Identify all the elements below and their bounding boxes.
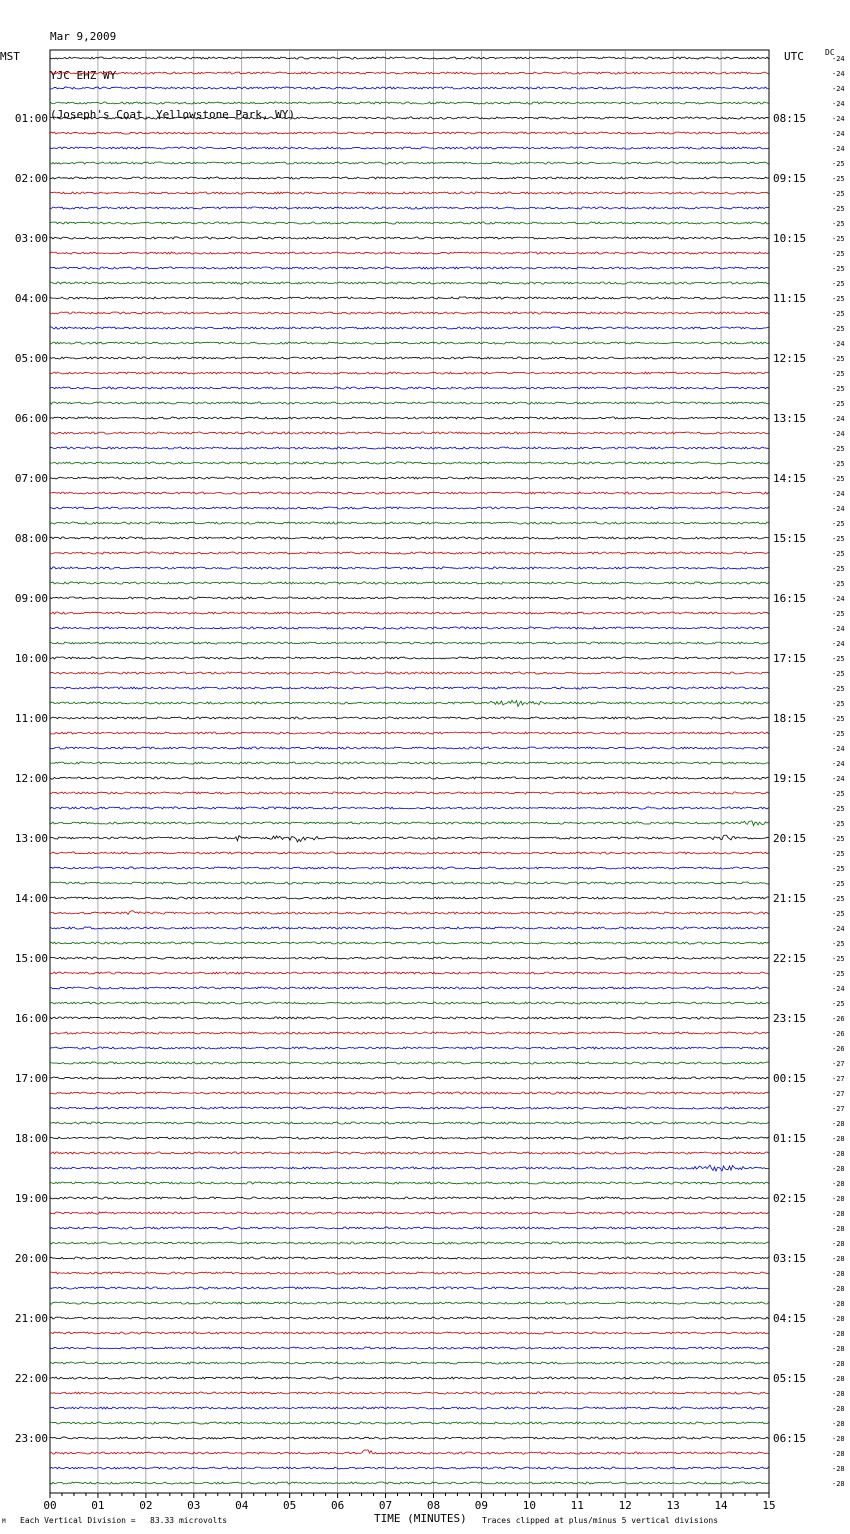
utc-hour-label: 00:15 (773, 1072, 807, 1085)
seismic-trace (50, 1062, 769, 1064)
seismic-trace (50, 612, 769, 614)
seismic-trace (50, 897, 769, 899)
seismic-trace (50, 747, 769, 749)
dc-offset-label: -28 (832, 1285, 845, 1293)
seismic-trace (50, 267, 769, 269)
seismic-trace (50, 1467, 769, 1469)
dc-offset-label: -28 (832, 1240, 845, 1248)
seismic-trace (50, 792, 769, 794)
dc-offset-label: -25 (832, 835, 845, 843)
seismic-trace (50, 582, 769, 584)
dc-offset-label: -25 (832, 790, 845, 798)
seismic-trace (50, 1287, 769, 1289)
x-tick-label: 05 (283, 1499, 297, 1512)
seismic-trace (50, 297, 769, 299)
mst-hour-label: 23:00 (14, 1432, 48, 1445)
seismic-trace (50, 462, 769, 464)
dc-offset-label: -25 (832, 280, 845, 288)
dc-offset-label: -25 (832, 610, 845, 618)
seismic-trace (50, 1032, 769, 1034)
seismic-trace (50, 957, 769, 959)
dc-offset-label: -25 (832, 190, 845, 198)
dc-offset-label: -24 (832, 640, 845, 648)
dc-offset-label: -28 (832, 1375, 845, 1383)
seismic-trace (50, 1152, 769, 1154)
dc-offset-label: -25 (832, 580, 845, 588)
mst-hour-label: 16:00 (14, 1012, 48, 1025)
dc-offset-label: -25 (832, 520, 845, 528)
dc-offset-label: -25 (832, 730, 845, 738)
mst-hour-label: 22:00 (14, 1372, 48, 1385)
dc-offset-label: -25 (832, 535, 845, 543)
dc-offset-label: -26 (832, 1030, 845, 1038)
dc-offset-label: -25 (832, 970, 845, 978)
dc-offset-label: -25 (832, 265, 845, 273)
seismic-trace (50, 1077, 769, 1079)
x-tick-label: 12 (618, 1499, 632, 1512)
x-tick-label: 14 (714, 1499, 728, 1512)
dc-offset-label: -25 (832, 685, 845, 693)
dc-offset-label: -25 (832, 670, 845, 678)
seismic-trace (50, 237, 769, 239)
dc-offset-label: -24 (832, 490, 845, 498)
dc-offset-label: -25 (832, 310, 845, 318)
dc-offset-label: -25 (832, 805, 845, 813)
header-location: (Joseph's Coat, Yellowstone Park, WY) (50, 108, 296, 121)
dc-offset-label: -28 (832, 1390, 845, 1398)
dc-label: DC (825, 48, 835, 57)
seismic-trace (50, 282, 769, 284)
seismic-trace (50, 1332, 769, 1334)
dc-offset-label: -27 (832, 1075, 845, 1083)
seismic-trace (50, 1182, 769, 1184)
dc-offset-label: -24 (832, 505, 845, 513)
seismic-trace (50, 867, 769, 869)
dc-offset-label: -28 (832, 1465, 845, 1473)
dc-offset-label: -28 (832, 1315, 845, 1323)
mst-hour-label: 03:00 (14, 232, 48, 245)
seismic-trace (50, 1392, 769, 1394)
dc-offset-label: -25 (832, 385, 845, 393)
dc-offset-label: -25 (832, 235, 845, 243)
seismic-trace (50, 852, 769, 854)
seismic-trace (50, 942, 769, 944)
seismic-trace (50, 1212, 769, 1214)
dc-offset-label: -28 (832, 1420, 845, 1428)
seismic-trace (50, 222, 769, 224)
dc-offset-label: -24 (832, 625, 845, 633)
seismic-trace (50, 252, 769, 254)
dc-offset-label: -25 (832, 715, 845, 723)
seismic-trace (50, 972, 769, 974)
mst-hour-label: 02:00 (14, 172, 48, 185)
left-axis-title: MST (0, 50, 20, 63)
x-tick-label: 01 (91, 1499, 105, 1512)
seismic-trace (50, 762, 769, 764)
seismic-trace (50, 717, 769, 719)
dc-offset-label: -24 (832, 760, 845, 768)
mst-hour-label: 01:00 (14, 112, 48, 125)
seismic-trace (50, 807, 769, 809)
seismic-trace (50, 72, 769, 74)
utc-hour-label: 06:15 (773, 1432, 807, 1445)
dc-offset-label: -27 (832, 1090, 845, 1098)
seismic-trace (50, 372, 769, 374)
utc-hour-label: 19:15 (773, 772, 807, 785)
seismic-trace (50, 1137, 769, 1139)
dc-offset-label: -28 (832, 1360, 845, 1368)
seismic-trace (50, 192, 769, 194)
seismic-trace (50, 432, 769, 434)
dc-offset-label: -25 (832, 865, 845, 873)
dc-offset-label: -28 (832, 1195, 845, 1203)
mst-hour-label: 13:00 (14, 832, 48, 845)
dc-offset-label: -28 (832, 1300, 845, 1308)
utc-hour-label: 14:15 (773, 472, 807, 485)
dc-offset-label: -26 (832, 1045, 845, 1053)
seismic-trace (50, 342, 769, 344)
utc-hour-label: 20:15 (773, 832, 807, 845)
utc-hour-label: 22:15 (773, 952, 807, 965)
dc-offset-label: -25 (832, 850, 845, 858)
dc-offset-label: -25 (832, 910, 845, 918)
seismic-trace (50, 700, 769, 706)
dc-offset-label: -25 (832, 475, 845, 483)
mst-hour-label: 14:00 (14, 892, 48, 905)
seismic-trace (50, 1302, 769, 1304)
seismic-trace (50, 417, 769, 419)
seismic-trace (50, 627, 769, 629)
mst-hour-label: 09:00 (14, 592, 48, 605)
header-date: Mar 9,2009 (50, 30, 117, 43)
dc-offset-label: -28 (832, 1150, 845, 1158)
seismic-trace (50, 567, 769, 569)
dc-offset-label: -24 (832, 745, 845, 753)
utc-hour-label: 02:15 (773, 1192, 807, 1205)
utc-hour-label: 01:15 (773, 1132, 807, 1145)
utc-hour-label: 09:15 (773, 172, 807, 185)
mst-hour-label: 12:00 (14, 772, 48, 785)
seismic-trace (50, 1450, 769, 1454)
seismic-trace (50, 132, 769, 134)
dc-offset-label: -25 (832, 325, 845, 333)
seismic-trace (50, 657, 769, 659)
dc-offset-label: -28 (832, 1255, 845, 1263)
seismic-trace (50, 1107, 769, 1109)
utc-hour-label: 15:15 (773, 532, 807, 545)
seismic-trace (50, 477, 769, 479)
dc-offset-label: -25 (832, 895, 845, 903)
x-tick-label: 09 (474, 1499, 489, 1512)
dc-offset-label: -28 (832, 1210, 845, 1218)
dc-offset-label: -25 (832, 205, 845, 213)
seismic-trace (50, 177, 769, 179)
mst-hour-label: 08:00 (14, 532, 48, 545)
seismic-trace (50, 1482, 769, 1484)
seismic-trace (50, 1272, 769, 1274)
seismic-trace (50, 1197, 769, 1199)
seismic-trace (50, 1047, 769, 1049)
x-tick-label: 07 (378, 1499, 393, 1512)
dc-offset-label: -25 (832, 880, 845, 888)
seismic-trace (50, 1407, 769, 1409)
dc-offset-label: -24 (832, 145, 845, 153)
seismic-trace (50, 522, 769, 524)
utc-hour-label: 05:15 (773, 1372, 807, 1385)
seismic-trace (50, 117, 769, 119)
dc-offset-label: -25 (832, 820, 845, 828)
seismic-trace (50, 821, 769, 826)
seismic-trace (50, 147, 769, 149)
mst-hour-label: 05:00 (14, 352, 48, 365)
dc-offset-label: -25 (832, 355, 845, 363)
utc-hour-label: 17:15 (773, 652, 807, 665)
dc-offset-label: -25 (832, 1000, 845, 1008)
dc-offset-label: -25 (832, 565, 845, 573)
seismic-trace (50, 1002, 769, 1004)
seismic-trace (50, 162, 769, 164)
x-tick-label: 10 (522, 1499, 536, 1512)
dc-offset-label: -25 (832, 250, 845, 258)
dc-offset-label: -25 (832, 400, 845, 408)
x-tick-label: 00 (43, 1499, 57, 1512)
dc-offset-label: -24 (832, 985, 845, 993)
dc-offset-label: -25 (832, 460, 845, 468)
dc-offset-label: -27 (832, 1060, 845, 1068)
dc-offset-label: -25 (832, 175, 845, 183)
seismic-trace (50, 57, 769, 59)
dc-offset-label: -25 (832, 940, 845, 948)
dc-offset-label: -28 (832, 1405, 845, 1413)
seismic-trace (50, 1257, 769, 1259)
seismic-trace (50, 447, 769, 449)
seismic-trace (50, 207, 769, 209)
dc-offset-label: -25 (832, 295, 845, 303)
dc-offset-label: -28 (832, 1165, 845, 1173)
seismic-trace (50, 927, 769, 929)
mst-hour-label: 04:00 (14, 292, 48, 305)
seismic-trace (50, 552, 769, 554)
dc-offset-label: -25 (832, 220, 845, 228)
dc-offset-label: -28 (832, 1225, 845, 1233)
x-tick-label: 11 (570, 1499, 584, 1512)
dc-offset-label: -28 (832, 1120, 845, 1128)
seismic-trace (50, 1122, 769, 1124)
mst-hour-label: 07:00 (14, 472, 48, 485)
dc-offset-label: -24 (832, 925, 845, 933)
seismic-trace (50, 1165, 769, 1171)
dc-offset-label: -24 (832, 85, 845, 93)
x-tick-label: 02 (139, 1499, 153, 1512)
x-tick-label: 08 (426, 1499, 441, 1512)
dc-offset-label: -27 (832, 1105, 845, 1113)
x-axis-title: TIME (MINUTES) (374, 1512, 467, 1525)
seismic-trace (50, 672, 769, 674)
header-station: YJC EHZ WY (50, 69, 117, 82)
dc-offset-label: -28 (832, 1450, 845, 1458)
mst-hour-label: 21:00 (14, 1312, 48, 1325)
seismic-trace (50, 597, 769, 599)
utc-hour-label: 12:15 (773, 352, 807, 365)
seismic-trace (50, 882, 769, 884)
corner-mark: M (2, 1518, 6, 1525)
utc-hour-label: 03:15 (773, 1252, 807, 1265)
utc-hour-label: 23:15 (773, 1012, 807, 1025)
seismic-trace (50, 312, 769, 314)
x-tick-label: 13 (666, 1499, 680, 1512)
dc-offset-label: -24 (832, 55, 845, 63)
mst-hour-label: 20:00 (14, 1252, 48, 1265)
dc-offset-label: -24 (832, 100, 845, 108)
mst-hour-label: 17:00 (14, 1072, 48, 1085)
seismic-trace (50, 507, 769, 509)
seismic-trace (50, 835, 769, 842)
dc-offset-label: -25 (832, 655, 845, 663)
dc-offset-label: -24 (832, 130, 845, 138)
dc-offset-label: -24 (832, 430, 845, 438)
utc-hour-label: 18:15 (773, 712, 807, 725)
seismic-trace (50, 327, 769, 329)
dc-offset-label: -24 (832, 415, 845, 423)
seismic-trace (50, 687, 769, 689)
clip-note: Traces clipped at plus/minus 5 vertical divisions (482, 1516, 719, 1525)
dc-offset-label: -25 (832, 160, 845, 168)
utc-hour-label: 11:15 (773, 292, 807, 305)
dc-offset-label: -25 (832, 700, 845, 708)
seismic-trace (50, 777, 769, 779)
dc-offset-label: -26 (832, 1015, 845, 1023)
dc-offset-label: -28 (832, 1345, 845, 1353)
seismic-trace (50, 642, 769, 644)
mst-hour-label: 10:00 (14, 652, 48, 665)
seismic-trace (50, 102, 769, 104)
seismic-trace (50, 911, 769, 915)
seismic-trace (50, 732, 769, 734)
mst-hour-label: 06:00 (14, 412, 48, 425)
seismic-trace (50, 1227, 769, 1229)
x-tick-label: 06 (330, 1499, 345, 1512)
seismic-trace (50, 492, 769, 494)
dc-offset-label: -28 (832, 1135, 845, 1143)
dc-offset-label: -24 (832, 340, 845, 348)
dc-offset-label: -25 (832, 550, 845, 558)
utc-hour-label: 16:15 (773, 592, 807, 605)
dc-offset-label: -28 (832, 1330, 845, 1338)
seismic-trace (50, 87, 769, 89)
seismic-trace (50, 987, 769, 989)
seismic-trace (50, 1092, 769, 1094)
right-axis-title: UTC (784, 50, 804, 63)
dc-offset-label: -25 (832, 955, 845, 963)
x-tick-label: 15 (762, 1499, 776, 1512)
seismic-trace (50, 357, 769, 359)
dc-offset-label: -28 (832, 1435, 845, 1443)
dc-offset-label: -25 (832, 445, 845, 453)
seismic-trace (50, 1422, 769, 1424)
utc-hour-label: 13:15 (773, 412, 807, 425)
mst-hour-label: 15:00 (14, 952, 48, 965)
dc-offset-label: -28 (832, 1480, 845, 1488)
dc-offset-label: -28 (832, 1270, 845, 1278)
seismic-trace (50, 387, 769, 389)
utc-hour-label: 21:15 (773, 892, 807, 905)
seismic-trace (50, 1017, 769, 1019)
x-tick-label: 04 (235, 1499, 249, 1512)
seismic-trace (50, 1362, 769, 1364)
dc-offset-label: -24 (832, 595, 845, 603)
seismic-trace (50, 537, 769, 539)
dc-offset-label: -24 (832, 115, 845, 123)
utc-hour-label: 10:15 (773, 232, 807, 245)
seismic-trace (50, 1317, 769, 1319)
x-tick-label: 03 (187, 1499, 201, 1512)
mst-hour-label: 18:00 (14, 1132, 48, 1145)
utc-hour-label: 04:15 (773, 1312, 807, 1325)
seismic-trace (50, 402, 769, 404)
dc-offset-label: -24 (832, 775, 845, 783)
plot-frame (50, 50, 769, 1493)
dc-offset-label: -24 (832, 70, 845, 78)
utc-hour-label: 08:15 (773, 112, 807, 125)
mst-hour-label: 11:00 (14, 712, 48, 725)
seismic-trace (50, 1377, 769, 1379)
mst-hour-label: 19:00 (14, 1192, 48, 1205)
seismic-trace (50, 1242, 769, 1244)
dc-offset-label: -25 (832, 370, 845, 378)
dc-offset-label: -28 (832, 1180, 845, 1188)
seismic-trace (50, 1437, 769, 1439)
seismic-trace (50, 1347, 769, 1349)
scale-note: Each Vertical Division = 83.33 microvolts (20, 1516, 228, 1525)
